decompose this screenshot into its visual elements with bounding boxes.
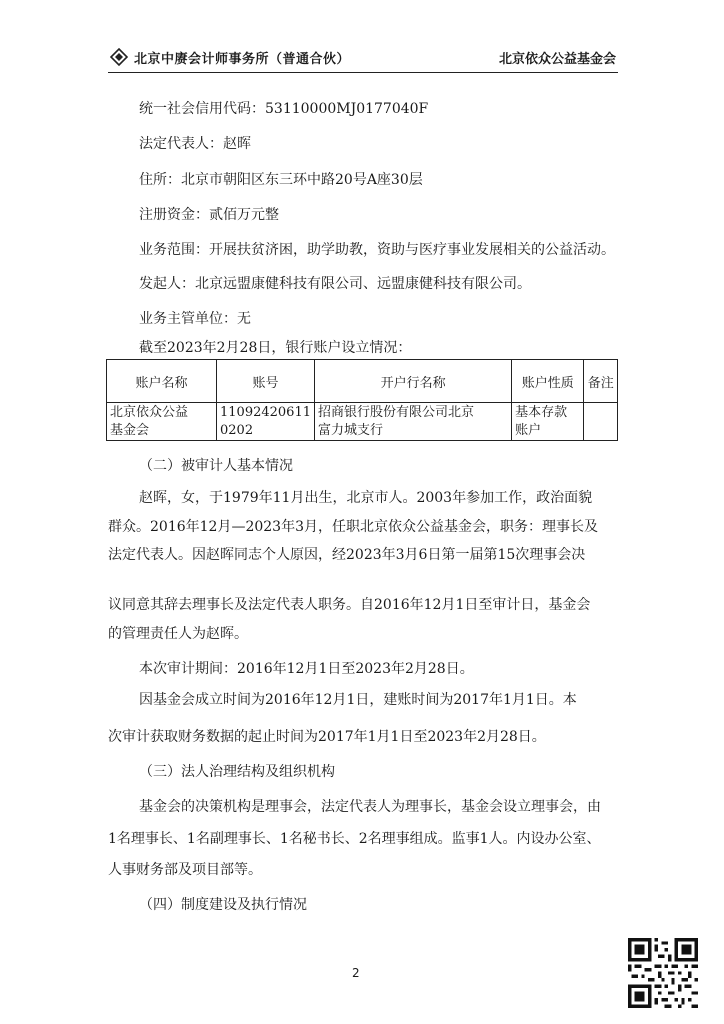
cell-line: 账户 <box>515 423 542 438</box>
qr-code-icon <box>628 938 698 1008</box>
registered-capital: 注册资金：贰佰万元整 <box>139 207 279 223</box>
section-2-para-line: 因基金会成立时间为2016年12月1日，建账时间为2017年1月1日。本 <box>139 692 577 708</box>
section-2-para-line: 群众。2016年12月—2023年3月，任职北京依众公益基金会，职务：理事长及 <box>108 519 598 535</box>
bank-account-intro: 截至2023年2月28日，银行账户设立情况： <box>139 340 412 356</box>
section-2-para-line: 议同意其辞去理事长及法定代表人职务。自2016年12月1日至审计日，基金会 <box>108 597 591 613</box>
col-account-name: 账户名称 <box>107 360 217 403</box>
audit-period: 本次审计期间：2016年12月1日至2023年2月28日。 <box>139 661 474 677</box>
section-3-title: （三）法人治理结构及组织机构 <box>139 764 335 780</box>
section-4-title: （四）制度建设及执行情况 <box>139 897 307 913</box>
firm-logo-icon <box>110 48 128 66</box>
client-name: 北京依众公益基金会 <box>498 52 616 67</box>
page-header <box>108 42 618 73</box>
cell-account-number <box>217 403 315 441</box>
legal-representative: 法定代表人：赵晖 <box>139 136 251 152</box>
section-2-para-line: 的管理责任人为赵晖。 <box>108 626 248 642</box>
cell-line: 基金会 <box>110 423 150 438</box>
table-row <box>107 403 618 441</box>
col-bank-name: 开户行名称 <box>315 360 512 403</box>
section-2-para-line: 赵晖，女，于1979年11月出生，北京市人。2003年参加工作，政治面貌 <box>139 490 593 506</box>
section-3-para-line: 1名理事长、1名副理事长、1名秘书长、2名理事组成。监事1人。内设办公室、 <box>108 831 601 847</box>
section-2-title: （二）被审计人基本情况 <box>139 458 293 474</box>
supervising-unit: 业务主管单位：无 <box>139 311 251 327</box>
cell-line: 北京依众公益 <box>110 405 189 420</box>
col-account-nature: 账户性质 <box>512 360 584 403</box>
section-2-para-line: 次审计获取财务数据的起止时间为2017年1月1日至2023年2月28日。 <box>108 729 546 745</box>
table-header-row <box>107 360 618 403</box>
cell-line: 0202 <box>220 423 254 438</box>
cell-bank-name <box>315 403 512 441</box>
cell-line: 招商银行股份有限公司北京 <box>318 405 475 420</box>
bank-account-table <box>106 359 618 441</box>
firm-name: 北京中赓会计师事务所（普通合伙） <box>134 52 351 67</box>
cell-line: 富力城支行 <box>318 423 384 438</box>
cell-line: 11092420611 <box>220 405 311 420</box>
credit-code: 统一社会信用代码：53110000MJ0177040F <box>139 101 429 117</box>
page-number: 2 <box>352 966 360 980</box>
founders: 发起人：北京远盟康健科技有限公司、远盟康健科技有限公司。 <box>139 276 531 292</box>
col-note: 备注 <box>584 360 618 403</box>
section-3-para-line: 基金会的决策机构是理事会，法定代表人为理事长，基金会设立理事会，由 <box>139 799 601 815</box>
section-3-para-line: 人事财务部及项目部等。 <box>108 862 262 878</box>
address: 住所：北京市朝阳区东三环中路20号A座30层 <box>139 172 423 188</box>
cell-account-nature <box>512 403 584 441</box>
cell-note <box>584 403 618 441</box>
section-2-para-line: 法定代表人。因赵晖同志个人原因，经2023年3月6日第一届第15次理事会决 <box>108 547 586 563</box>
cell-line: 基本存款 <box>515 405 568 420</box>
business-scope: 业务范围：开展扶贫济困，助学助教，资助与医疗事业发展相关的公益活动。 <box>139 242 615 258</box>
col-account-number: 账号 <box>217 360 315 403</box>
cell-account-name <box>107 403 217 441</box>
